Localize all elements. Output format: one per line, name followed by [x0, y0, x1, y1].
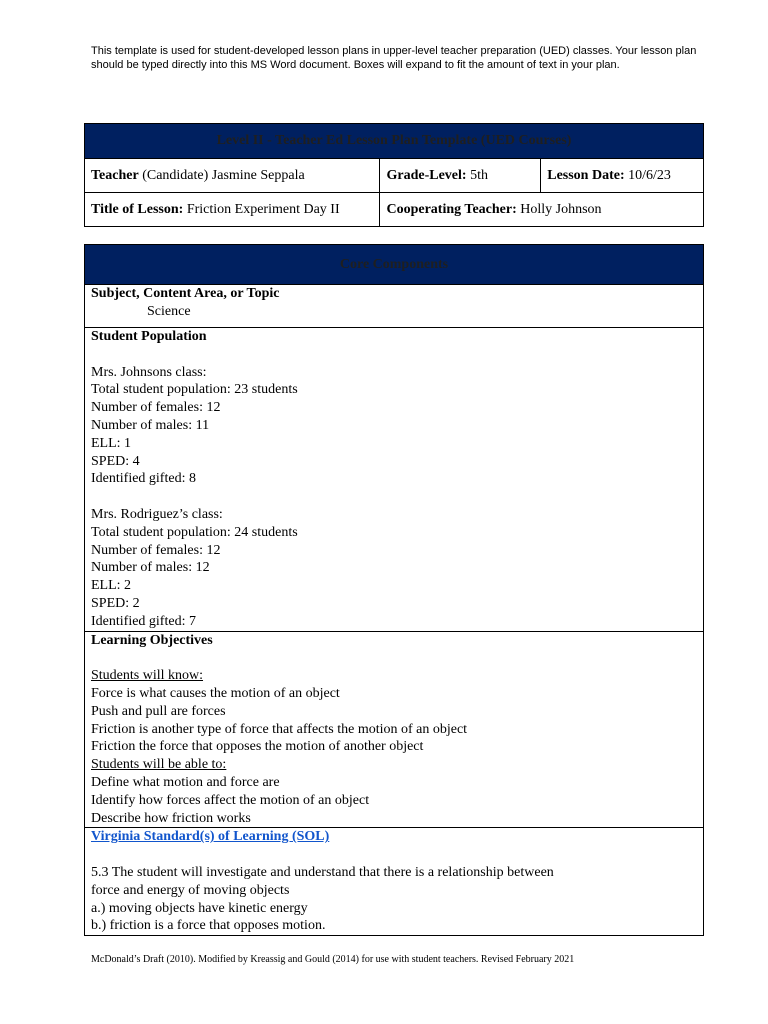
- lesson-title-value: Friction Experiment Day II: [183, 201, 340, 217]
- template-instructions: This template is used for student-developed lesson plans in upper-level teacher preparation (UED) classes. Your lesson plan should be typed directly into this MS Word document. Boxes will expand to fit the amount of text in your plan.: [91, 45, 697, 71]
- sol-section: [85, 828, 704, 936]
- population-line: ELL: 2: [91, 578, 132, 594]
- subject-section: [85, 285, 704, 328]
- date-label: Lesson Date:: [547, 167, 625, 183]
- population-line: Total student population: 24 students: [91, 524, 298, 540]
- population-line: [91, 346, 697, 364]
- know-label: Students will know:: [91, 668, 204, 684]
- sol-line: 5.3 The student will investigate and understand that there is a relationship between: [91, 864, 554, 880]
- population-line: Mrs. Johnsons class:: [91, 364, 207, 380]
- population-line: ELL: 1: [91, 435, 132, 451]
- lesson-title-cell: [85, 193, 380, 227]
- sol-line: a.) moving objects have kinetic energy: [91, 900, 308, 916]
- subject-heading: Subject, Content Area, or Topic: [91, 286, 280, 301]
- population-heading: Student Population: [91, 329, 207, 344]
- grade-cell: [380, 159, 541, 193]
- grade-value: 5th: [466, 167, 488, 183]
- population-line: [91, 488, 697, 506]
- date-value: 10/6/23: [624, 167, 671, 183]
- know-list: [91, 685, 697, 756]
- objectives-heading: Learning Objectives: [91, 632, 213, 648]
- grade-label: Grade-Level:: [386, 167, 467, 183]
- know-item: Force is what causes the motion of an object: [91, 685, 340, 701]
- coop-teacher-cell: [380, 193, 704, 227]
- footer-note: McDonald’s Draft (2010). Modified by Kreassig and Gould (2014) for use with student teachers. Revised February 2021: [91, 954, 575, 965]
- population-list: [91, 346, 697, 631]
- population-line: Mrs. Rodriguez’s class:: [91, 506, 223, 522]
- know-item: Push and pull are forces: [91, 703, 226, 719]
- objectives-section: [85, 631, 704, 828]
- able-item: Define what motion and force are: [91, 774, 280, 790]
- able-item: Identify how forces affect the motion of an object: [91, 792, 370, 808]
- lesson-header-title: Level II - Teacher Ed Lesson Plan Template (UED Courses): [85, 124, 704, 159]
- population-line: Number of females: 12: [91, 400, 221, 416]
- population-line: SPED: 2: [91, 595, 140, 611]
- sol-line: b.) friction is a force that opposes motion.: [91, 918, 326, 934]
- population-line: Identified gifted: 7: [91, 613, 196, 629]
- sol-link[interactable]: Virginia Standard(s) of Learning (SOL): [91, 829, 330, 845]
- population-line: Identified gifted: 8: [91, 471, 196, 487]
- population-line: Number of males: 12: [91, 560, 210, 576]
- date-cell: [541, 159, 704, 193]
- sol-line: force and energy of moving objects: [91, 882, 290, 898]
- able-item: Describe how friction works: [91, 810, 251, 826]
- population-line: Number of females: 12: [91, 542, 221, 558]
- teacher-value: (Candidate) Jasmine Seppala: [138, 167, 305, 183]
- lesson-header-table: [84, 123, 704, 227]
- population-line: Total student population: 23 students: [91, 382, 298, 398]
- subject-value: Science: [147, 303, 191, 319]
- know-item: Friction is another type of force that affects the motion of an object: [91, 721, 468, 737]
- lesson-title-label: Title of Lesson:: [91, 201, 184, 217]
- population-section: [85, 328, 704, 632]
- population-line: SPED: 4: [91, 453, 140, 469]
- able-list: [91, 774, 697, 827]
- coop-teacher-label: Cooperating Teacher:: [386, 201, 517, 217]
- able-label: Students will be able to:: [91, 757, 227, 773]
- sol-list: [91, 864, 697, 935]
- population-line: Number of males: 11: [91, 417, 210, 433]
- core-components-table: [84, 244, 704, 936]
- coop-teacher-value: Holly Johnson: [516, 201, 602, 217]
- core-components-title: Core Components: [85, 245, 704, 285]
- teacher-label: Teacher: [91, 167, 139, 183]
- teacher-cell: [85, 159, 380, 193]
- know-item: Friction the force that opposes the motion of another object: [91, 739, 424, 755]
